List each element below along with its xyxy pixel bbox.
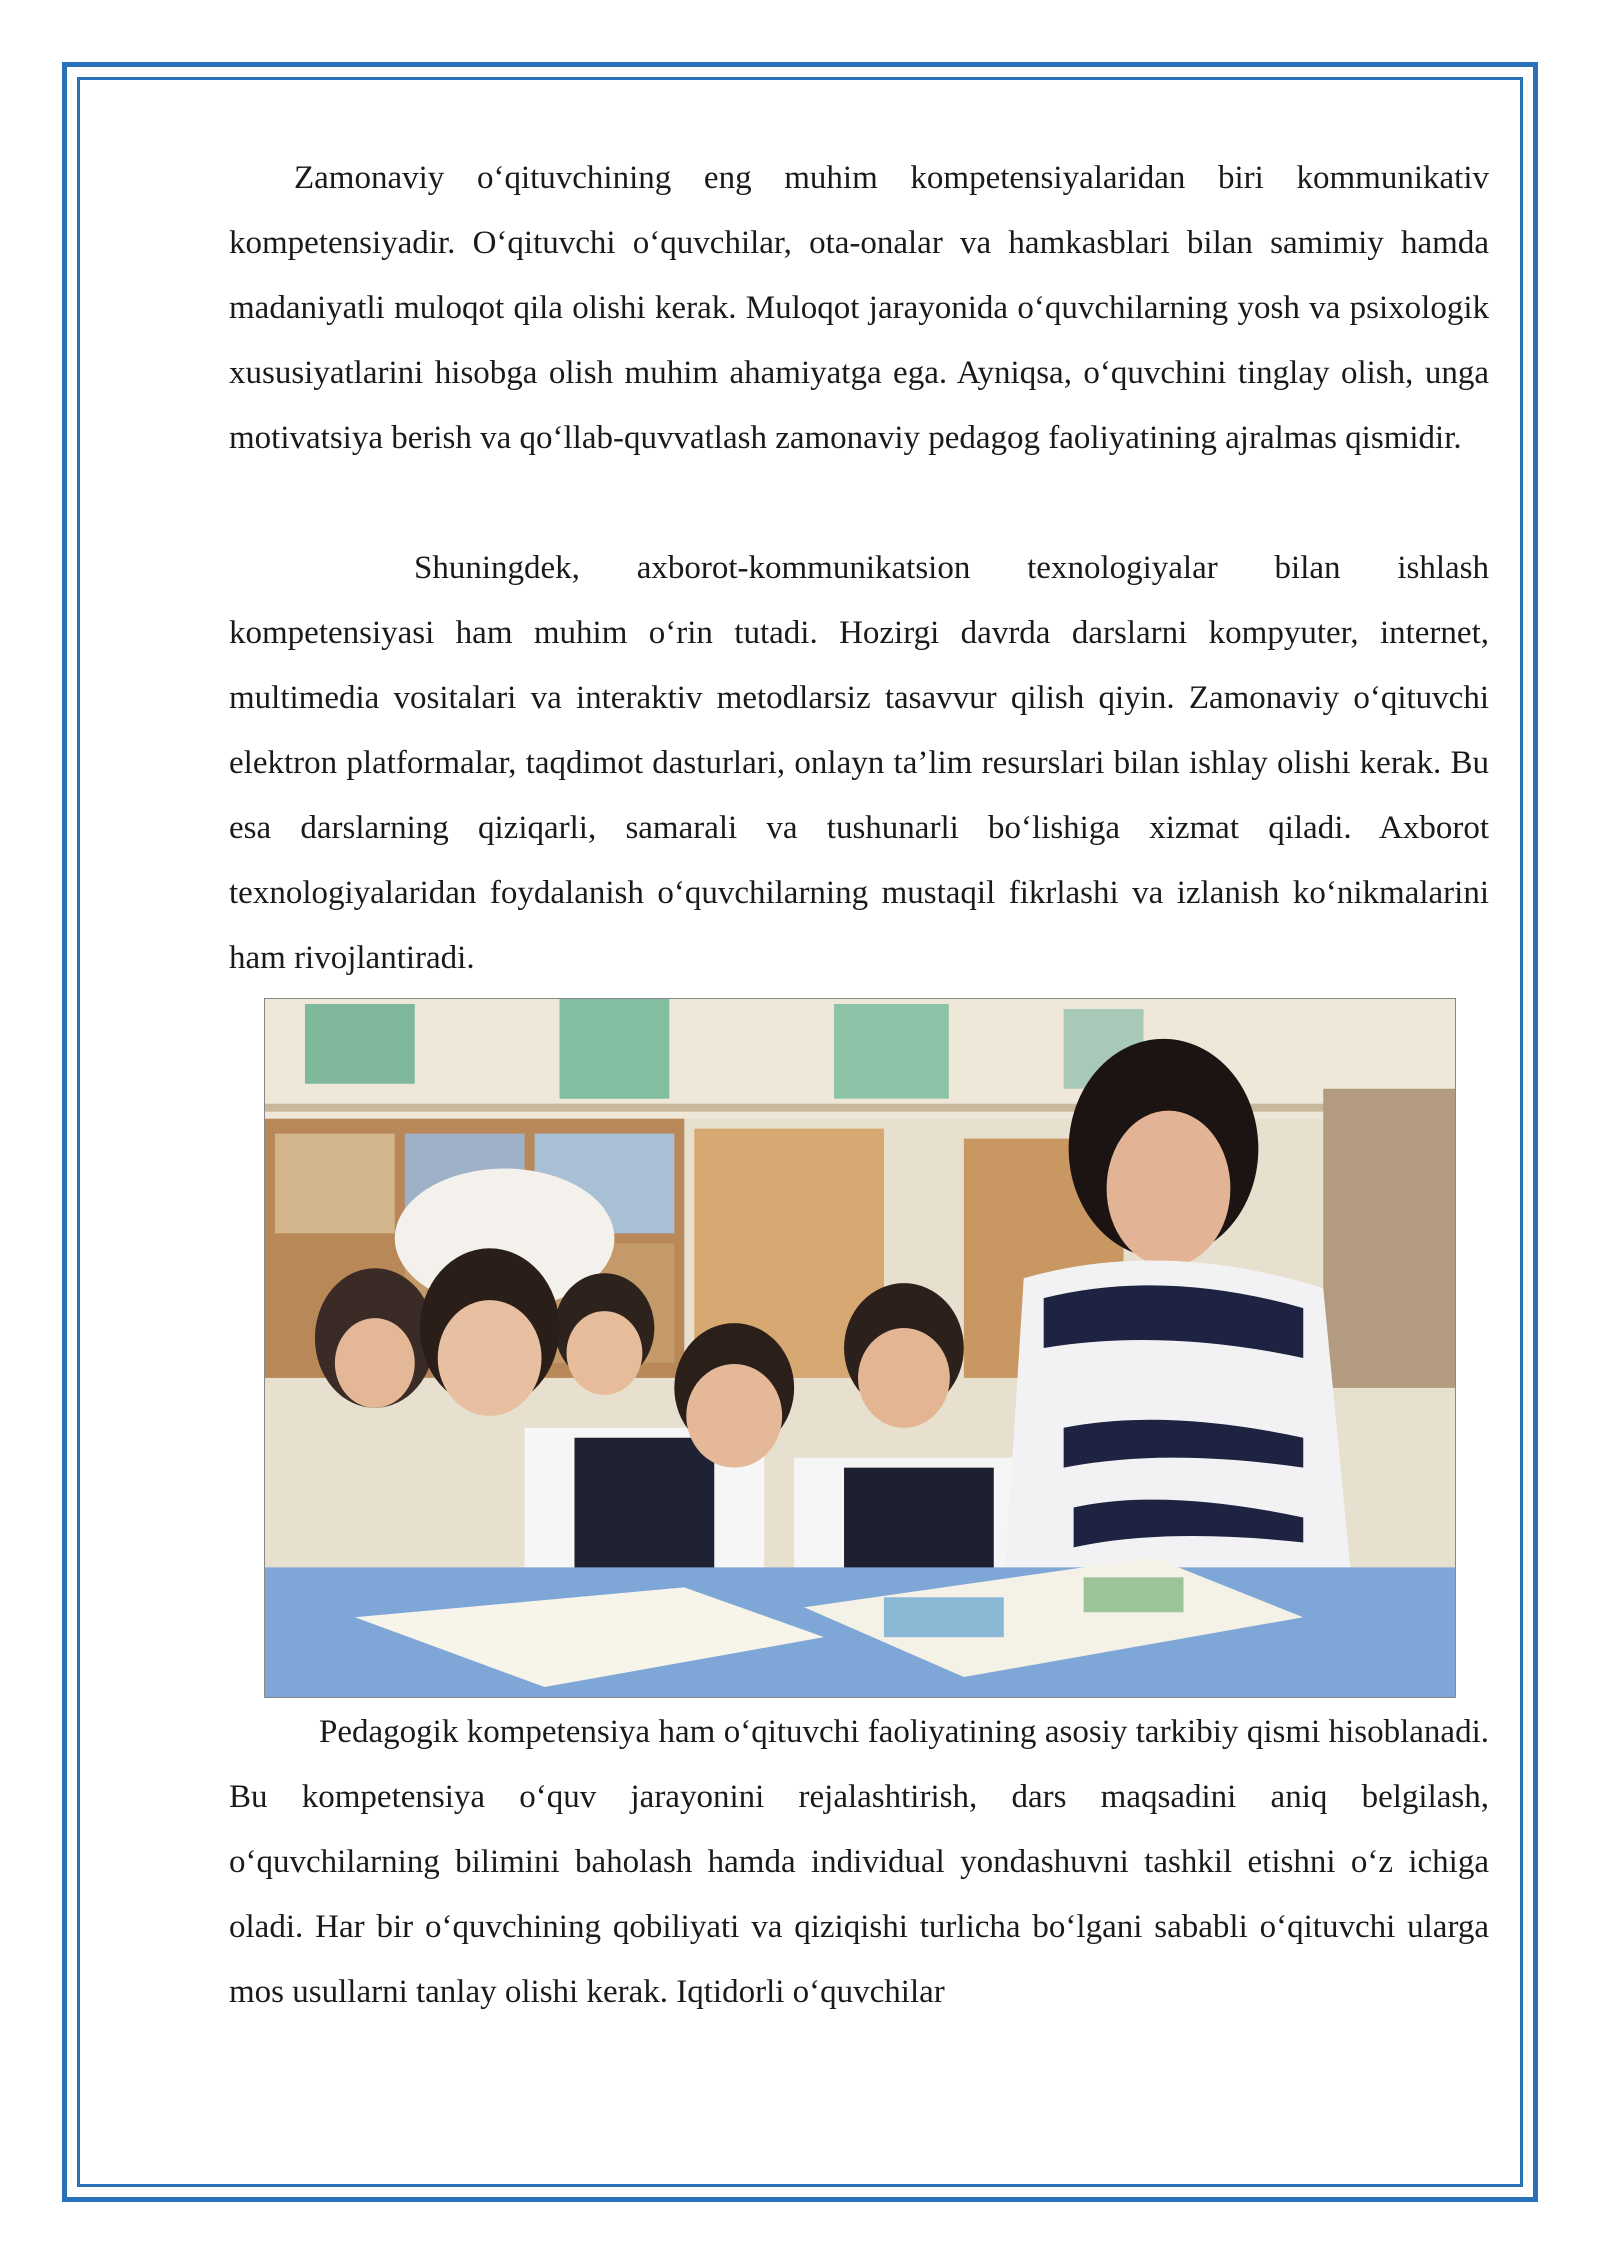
- classroom-illustration: [265, 999, 1455, 1697]
- paragraph-pedagogical-competence: Pedagogik kompetensiya ham o‘qituvchi faoliyatining asosiy tarkibiy qismi hisoblanadi. Bu kompetensiya o‘quv jarayonini rejalashtirish, dars maqsadini aniq belgilash, o‘quvchilarning bilimini baholash hamda individual yondashuvni tashkil etishni o‘z ichiga oladi. Har bir o‘quvchining qobiliyati va qiziqishi turlicha bo‘lgani sababli o‘qituvchi ularga mos usullarni tanlay olishi kerak. Iqtidorli o‘quvchilar: [229, 1714, 1489, 2010]
- classroom-photo: [264, 998, 1456, 1698]
- paragraph-ict-competence: Shuningdek, axborot-kommunikatsion texnologiyalar bilan ishlash kompetensiyasi ham muhim o‘rin tutadi. Hozirgi davrda darslarni kompyuter, internet, multimedia vositalari va interaktiv metodlarsiz tasavvur qilish qiyin. Zamonaviy o‘qituvchi elektron platformalar, taqdimot dasturlari, onlayn ta’lim resurslari bilan ishlay olishi kerak. Bu esa darslarning qiziqarli, samarali va tushunarli bo‘lishiga xizmat qiladi. Axborot texnologiyalaridan foydalanish o‘quvchilarning mustaqil fikrlashi va izlanish ko‘nikmalarini ham rivojlantiradi.: [229, 550, 1489, 976]
- paragraph-communicative-competence: Zamonaviy o‘qituvchining eng muhim kompetensiyalaridan biri kommunikativ kompetensiyadir. O‘qituvchi o‘quvchilar, ota-onalar va hamkasblari bilan samimiy hamda madaniyatli muloqot qila olishi kerak. Muloqot jarayonida o‘quvchilarning yosh va psixologik xususiyatlarini hisobga olish muhim ahamiyatga ega. Ayniqsa, o‘quvchini tinglay olish, unga motivatsiya berish va qo‘llab-quvvatlash zamonaviy pedagog faoliyatining ajralmas qismidir.: [229, 160, 1489, 456]
